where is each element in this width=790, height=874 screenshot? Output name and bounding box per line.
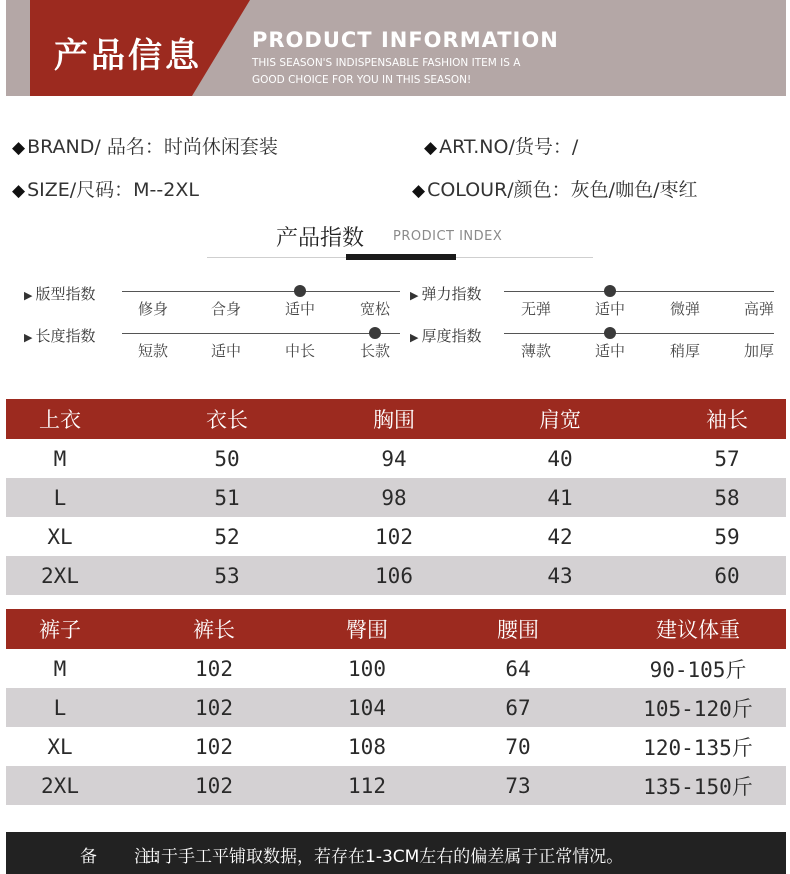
table-cell: 104 [348, 695, 386, 720]
footer-note [6, 832, 786, 874]
scale-label [24, 325, 95, 346]
scale-label [410, 325, 481, 346]
table-cell: 43 [547, 563, 573, 588]
footer-text: 由于手工平铺取数据，若存在1-3CM左右的偏差属于正常情况。 [144, 847, 624, 867]
scale-option: 适中 [594, 342, 626, 360]
diamond-icon: ◆ [12, 138, 26, 158]
table-cell: 60 [714, 563, 740, 588]
table-cell: 58 [714, 485, 740, 510]
table-header-cell: 臀围 [346, 618, 388, 642]
scale-marker-dot [369, 327, 381, 339]
table-header-cell: 上衣 [39, 408, 81, 432]
index-accent-bar [346, 254, 456, 260]
table-cell: 41 [547, 485, 573, 510]
table-header-row [6, 399, 786, 439]
info-size-text: SIZE/尺码：M--2XL [27, 179, 199, 201]
banner-subtitle-line-2: GOOD CHOICE FOR YOU IN THIS SEASON! [252, 74, 472, 86]
scale-marker-dot [294, 285, 306, 297]
table-row [6, 478, 786, 517]
table-row [6, 766, 786, 805]
table-cell: M [53, 446, 67, 471]
table-cell: 102 [195, 773, 233, 798]
scale-line [504, 333, 774, 334]
table-row [6, 556, 786, 595]
table-cell: 40 [547, 446, 573, 471]
table-cell: 59 [714, 524, 740, 549]
info-art-no-text: ART.NO/货号：/ [439, 136, 579, 158]
triangle-right-icon: ▶ [24, 331, 33, 344]
table-cell: 94 [381, 446, 407, 471]
table-cell: 108 [348, 734, 386, 759]
table-header-cell: 裤长 [193, 618, 235, 642]
scale-label-text: 长度指数 [35, 327, 96, 345]
scale-option: 中长 [284, 342, 316, 360]
scale-label-text: 版型指数 [35, 285, 96, 303]
info-colour-text: COLOUR/颜色：灰色/咖色/枣红 [427, 179, 698, 201]
table-cell: 90-105斤 [649, 657, 747, 682]
table-cell: 102 [195, 734, 233, 759]
table-header-cell: 袖长 [706, 408, 748, 432]
diamond-icon: ◆ [412, 181, 426, 201]
table-cell: 102 [195, 656, 233, 681]
scale-option: 适中 [284, 300, 316, 318]
table-cell: 2XL [41, 773, 79, 798]
scale-label-text: 厚度指数 [421, 327, 482, 345]
table-row [6, 517, 786, 556]
table-cell: 51 [214, 485, 240, 510]
scale-line [122, 333, 400, 334]
diamond-icon: ◆ [12, 181, 26, 201]
table-cell: XL [47, 734, 73, 759]
table-cell: 2XL [41, 563, 79, 588]
table-cell: 73 [505, 773, 531, 798]
triangle-right-icon: ▶ [24, 289, 33, 302]
scale-line [122, 291, 400, 292]
table-cell: 53 [214, 563, 240, 588]
scale-marker-dot [604, 327, 616, 339]
info-brand [12, 132, 278, 159]
table-header-cell: 腰围 [497, 618, 539, 642]
scale-option: 薄款 [520, 342, 552, 360]
diamond-icon: ◆ [424, 138, 438, 158]
scale-option: 加厚 [743, 342, 775, 360]
table-row [6, 649, 786, 688]
table-header-cell: 衣长 [206, 408, 248, 432]
table-cell: 112 [348, 773, 386, 798]
info-art-no [424, 132, 578, 159]
scale-option: 适中 [594, 300, 626, 318]
scale-option: 短款 [137, 342, 169, 360]
scale-option: 微弹 [669, 300, 701, 318]
table-cell: 102 [195, 695, 233, 720]
table-header-cell: 裤子 [39, 618, 81, 642]
info-colour [412, 175, 697, 202]
table-row [6, 688, 786, 727]
scale-option: 稍厚 [669, 342, 701, 360]
table-cell: 106 [375, 563, 413, 588]
table-cell: 98 [381, 485, 407, 510]
scale-label-text: 弹力指数 [421, 285, 482, 303]
table-cell: 42 [547, 524, 573, 549]
scale-line [504, 291, 774, 292]
triangle-right-icon: ▶ [410, 331, 419, 344]
table-cell: 52 [214, 524, 240, 549]
scale-option: 合身 [210, 300, 242, 318]
table-header-row [6, 609, 786, 649]
index-title: 产品指数 [276, 226, 365, 251]
scale-option: 高弹 [743, 300, 775, 318]
scale-option: 无弹 [520, 300, 552, 318]
table-cell: XL [47, 524, 73, 549]
footer-label: 备 注： [80, 847, 170, 867]
table-cell: 70 [505, 734, 531, 759]
banner-subtitle-line-1: THIS SEASON'S INDISPENSABLE FASHION ITEM IS A [252, 57, 521, 69]
table-row [6, 727, 786, 766]
index-subtitle: PRODICT INDEX [393, 229, 503, 244]
table-cell: 64 [505, 656, 531, 681]
table-cell: 67 [505, 695, 531, 720]
scale-option: 宽松 [359, 300, 391, 318]
table-cell: 50 [214, 446, 240, 471]
table-cell: L [53, 695, 67, 720]
scale-label [410, 283, 481, 304]
table-header-cell: 建议体重 [656, 618, 740, 642]
banner-cn-title: 产品信息 [54, 36, 202, 76]
table-header-cell: 肩宽 [539, 408, 581, 432]
table-cell: 57 [714, 446, 740, 471]
table-cell: 120-135斤 [643, 735, 753, 760]
table-cell: M [53, 656, 67, 681]
scale-option: 修身 [137, 300, 169, 318]
table-header-cell: 胸围 [373, 408, 415, 432]
table-cell: 105-120斤 [643, 696, 753, 721]
scale-marker-dot [604, 285, 616, 297]
info-brand-text: BRAND/ 品名：时尚休闲套装 [27, 136, 278, 158]
table-cell: 135-150斤 [643, 774, 753, 799]
triangle-right-icon: ▶ [410, 289, 419, 302]
banner-subtitle [252, 55, 520, 89]
scale-option: 长款 [359, 342, 391, 360]
scale-label [24, 283, 95, 304]
scale-option: 适中 [210, 342, 242, 360]
table-cell: L [53, 485, 67, 510]
table-row [6, 439, 786, 478]
header-banner [6, 0, 786, 96]
table-cell: 100 [348, 656, 386, 681]
banner-en-title: PRODUCT INFORMATION [252, 28, 559, 52]
table-cell: 102 [375, 524, 413, 549]
info-size [12, 175, 199, 202]
